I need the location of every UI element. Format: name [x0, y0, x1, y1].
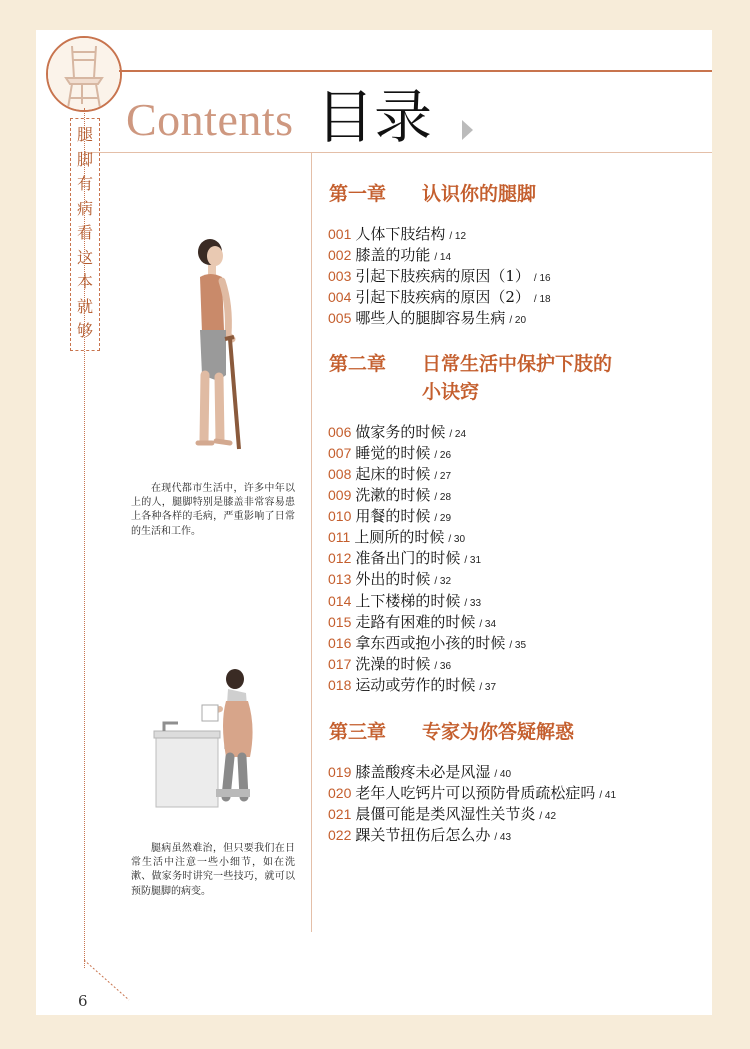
toc-item[interactable]: [328, 265, 551, 286]
toc-item[interactable]: [328, 547, 481, 568]
side-title-char: 有: [76, 174, 93, 193]
item-number: 017: [328, 656, 352, 672]
chapter-heading: [329, 718, 574, 746]
chapter-title: 日常生活中保护下肢的: [422, 353, 613, 375]
chapter-number: 第三章: [329, 721, 387, 743]
item-number: 020: [328, 785, 352, 801]
item-title: 准备出门的时候: [355, 549, 461, 567]
item-number: 006: [328, 424, 352, 440]
item-number: 013: [328, 571, 352, 587]
item-title: 哪些人的腿脚容易生病: [355, 309, 506, 327]
toc-item[interactable]: [328, 568, 451, 589]
item-page: / 34: [479, 619, 497, 630]
side-title-char: 腿: [76, 125, 93, 144]
toc-item[interactable]: [328, 674, 496, 695]
item-page: / 41: [599, 790, 617, 801]
caption-second: 腿病虽然难治，但只要我们在日常生活中注意一些小细节，如在洗漱、做家务时讲究一些技巧，就可以预防腿脚的病变。: [131, 843, 295, 897]
item-title: 用餐的时候: [355, 507, 431, 525]
item-page: / 37: [479, 682, 497, 693]
side-title-char: 够: [76, 321, 93, 340]
item-page: / 20: [509, 315, 527, 326]
toc-item[interactable]: [328, 590, 481, 611]
item-page: / 14: [434, 252, 452, 263]
item-number: 019: [328, 764, 352, 780]
toc-item[interactable]: [328, 632, 526, 653]
item-number: 015: [328, 614, 352, 630]
item-page: / 43: [494, 832, 512, 843]
item-title: 人体下肢结构: [355, 225, 446, 243]
item-page: / 42: [539, 811, 557, 822]
item-page: / 26: [434, 450, 452, 461]
item-title: 晨僵可能是类风湿性关节炎: [355, 805, 536, 823]
toc-item[interactable]: [328, 286, 551, 307]
item-title: 睡觉的时候: [355, 444, 431, 462]
item-number: 007: [328, 445, 352, 461]
toc-item[interactable]: [328, 824, 511, 845]
title-arrow-icon: [462, 120, 473, 140]
chapter-heading: [329, 180, 536, 208]
item-title: 洗漱的时候: [355, 486, 431, 504]
item-number: 016: [328, 635, 352, 651]
toc-item[interactable]: [328, 653, 451, 674]
chapter-title-line2: 小诀窍: [422, 381, 480, 403]
item-title: 上厕所的时候: [354, 528, 445, 546]
side-title-char: 这: [76, 247, 93, 267]
item-number: 011: [328, 529, 351, 545]
chapter-number: 第一章: [329, 183, 387, 205]
item-page: / 16: [533, 273, 551, 284]
toc-item[interactable]: [328, 463, 451, 484]
woman-with-cane-illustration: [172, 235, 252, 457]
title-english: Contents: [126, 94, 294, 145]
item-page: / 27: [434, 471, 452, 482]
item-number: 002: [328, 247, 352, 263]
item-number: 010: [328, 508, 352, 524]
toc-item[interactable]: [328, 223, 466, 244]
toc-item[interactable]: [328, 761, 511, 782]
item-title: 踝关节扭伤后怎么办: [355, 826, 491, 844]
chapter-title: 认识你的腿脚: [422, 183, 537, 205]
toc-item[interactable]: [328, 484, 451, 505]
toc-item[interactable]: [328, 782, 616, 803]
item-title: 上下楼梯的时候: [355, 592, 461, 610]
toc-item[interactable]: [328, 526, 465, 547]
column-divider: [311, 152, 312, 932]
item-title: 膝盖酸疼未必是风湿: [355, 763, 491, 781]
item-number: 005: [328, 310, 352, 326]
item-title: 洗澡的时候: [355, 655, 431, 673]
item-number: 021: [328, 806, 352, 822]
item-number: 008: [328, 466, 352, 482]
toc-item[interactable]: [328, 307, 526, 328]
side-title-char: 病: [76, 198, 93, 218]
item-page: / 18: [533, 294, 551, 305]
item-number: 004: [328, 289, 352, 305]
item-number: 014: [328, 593, 352, 609]
item-page: / 35: [509, 640, 527, 651]
chapter-heading: [329, 350, 612, 406]
item-title: 外出的时候: [355, 570, 431, 588]
item-number: 009: [328, 487, 352, 503]
item-page: / 31: [464, 555, 482, 566]
page-number: 6: [78, 992, 88, 1010]
header-subrule: [84, 152, 712, 153]
toc-item[interactable]: [328, 505, 451, 526]
title-chinese: 目录: [316, 83, 433, 151]
chapter-title: 专家为你答疑解惑: [422, 721, 575, 743]
chair-logo-icon: [46, 36, 122, 112]
header-rule: [119, 70, 712, 72]
item-title: 做家务的时候: [355, 423, 446, 441]
toc-item[interactable]: [328, 611, 496, 632]
item-page: / 29: [434, 513, 452, 524]
item-number: 022: [328, 827, 352, 843]
item-title: 老年人吃钙片可以预防骨质疏松症吗: [355, 784, 596, 802]
item-title: 走路有困难的时候: [355, 613, 476, 631]
item-page: / 36: [434, 661, 452, 672]
item-title: 引起下肢疾病的原因（1）: [355, 267, 530, 285]
item-page: / 28: [434, 492, 452, 503]
chapter-number: 第二章: [329, 353, 387, 375]
side-title-char: 就: [76, 296, 93, 316]
item-title: 拿东西或抱小孩的时候: [355, 634, 506, 652]
item-page: / 30: [448, 534, 466, 545]
item-number: 003: [328, 268, 352, 284]
toc-item[interactable]: [328, 803, 556, 824]
item-number: 012: [328, 550, 352, 566]
item-title: 起床的时候: [355, 465, 431, 483]
side-title: [70, 118, 100, 351]
item-number: 018: [328, 677, 352, 693]
side-title-char: 看: [76, 223, 93, 242]
item-page: / 32: [434, 576, 452, 587]
item-title: 运动或劳作的时候: [355, 676, 476, 694]
toc-item[interactable]: [328, 442, 451, 463]
item-title: 膝盖的功能: [355, 246, 431, 264]
toc-item[interactable]: [328, 244, 451, 265]
item-page: / 33: [464, 598, 482, 609]
item-page: / 12: [449, 231, 467, 242]
item-page: / 40: [494, 769, 512, 780]
side-title-char: 本: [76, 272, 93, 291]
caption-first: 在现代都市生活中，许多中年以上的人，腿脚特别是膝盖非常容易患上各种各样的毛病，严重影响了日常的生活和工作。: [131, 483, 295, 537]
woman-at-sink-illustration: [150, 665, 270, 810]
side-title-char: 脚: [76, 149, 93, 169]
item-number: 001: [328, 226, 352, 242]
toc-item[interactable]: [328, 421, 466, 442]
item-page: / 24: [449, 429, 467, 440]
corner-dotted-line: [84, 960, 134, 1005]
item-title: 引起下肢疾病的原因（2）: [355, 288, 530, 306]
